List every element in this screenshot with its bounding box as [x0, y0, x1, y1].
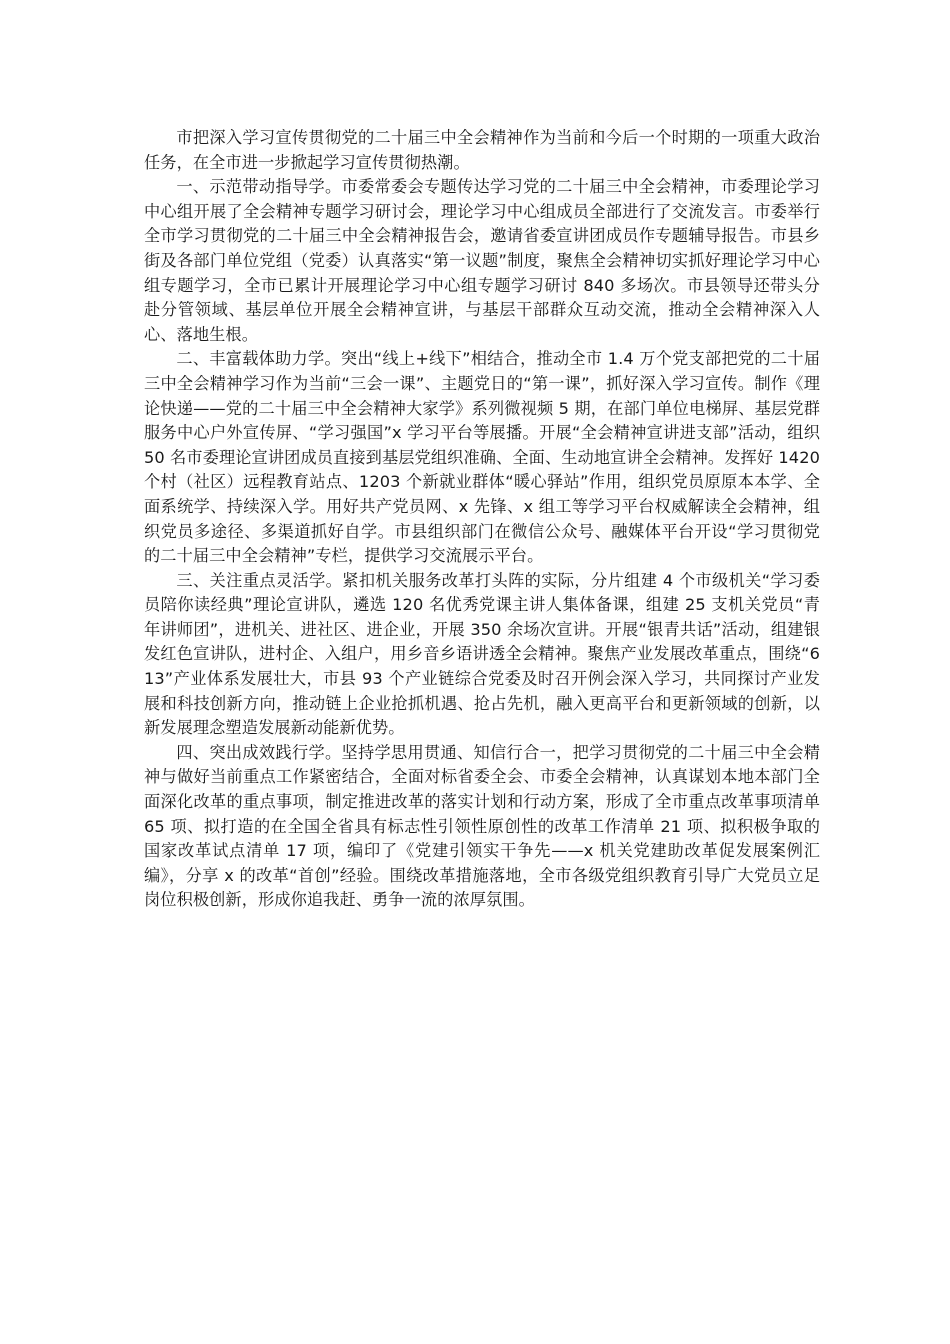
document-body — [144, 126, 820, 913]
section-3-paragraph: 三、关注重点灵活学。紧扣机关服务改革打头阵的实际，分片组建 4 个市级机关“学习委员陪你读经典”理论宣讲队，遴选 120 名优秀党课主讲人集体备课，组建 25 支机关党员“青年讲师团”，进机关、进社区、进企业，开展 350 余场次宣讲。开展“银青共话”活动，组建银发红色宣讲队，进村企、入组户，用乡音乡语讲透全会精神。聚焦产业发展改革重点，围绕“613”产业体系发展壮大，市县 93 个产业链综合党委及时召开例会深入学习，共同探讨产业发展和科技创新方向，推动链上企业抢抓机遇、抢占先机，融入更高平台和更新领域的创新，以新发展理念塑造发展新动能新优势。 — [144, 570, 820, 738]
section-4-paragraph: 四、突出成效践行学。坚持学思用贯通、知信行合一，把学习贯彻党的二十届三中全会精神与做好当前重点工作紧密结合，全面对标省委全会、市委全会精神，认真谋划本地本部门全面深化改革的重点事项，制定推进改革的落实计划和行动方案，形成了全市重点改革事项清单 65 项、拟打造的在全国全省具有标志性引领性原创性的改革工作清单 21 项、拟积极争取的国家改革试点清单 17 项，编印了《党建引领实干争先——x 机关党建助改革促发展案例汇编》，分享 x 的改革“首创”经验。围绕改革措施落地，全市各级党组织教育引导广大党员立足岗位积极创新，形成你追我赶、勇争一流的浓厚氛围。 — [144, 742, 820, 910]
section-1-paragraph: 一、示范带动指导学。市委常委会专题传达学习党的二十届三中全会精神，市委理论学习中心组开展了全会精神专题学习研讨会，理论学习中心组成员全部进行了交流发言。市委举行全市学习贯彻党的二十届三中全会精神报告会，邀请省委宣讲团成员作专题辅导报告。市县乡街及各部门单位党组（党委）认真落实“第一议题”制度，聚焦全会精神切实抓好理论学习中心组专题学习，全市已累计开展理论学习中心组专题学习研讨 840 多场次。市县领导还带头分赴分管领域、基层单位开展全会精神宣讲，与基层干部群众互动交流，推动全会精神深入人心、落地生根。 — [144, 177, 820, 344]
intro-paragraph: 市把深入学习宣传贯彻党的二十届三中全会精神作为当前和今后一个时期的一项重大政治任务，在全市进一步掀起学习宣传贯彻热潮。 — [144, 128, 820, 172]
section-2-paragraph: 二、丰富载体助力学。突出“线上+线下”相结合，推动全市 1.4 万个党支部把党的二十届三中全会精神学习作为当前“三会一课”、主题党日的“第一课”，抓好深入学习宣传。制作《理论快递——党的二十届三中全会精神大家学》系列微视频 5 期，在部门单位电梯屏、基层党群服务中心户外宣传屏、“学习强国”x 学习平台等展播。开展“全会精神宣讲进支部”活动，组织 50 名市委理论宣讲团成员直接到基层党组织准确、全面、生动地宣讲全会精神。发挥好 1420 个村（社区）远程教育站点、1203 个新就业群体“暖心驿站”作用，组织党员原原本本学、全面系统学、持续深入学。用好共产党员网、x 先锋、x 组工等学习平台权威解读全会精神，组织党员多途径、多渠道抓好自学。市县组织部门在微信公众号、融媒体平台开设“学习贯彻党的二十届三中全会精神”专栏，提供学习交流展示平台。 — [144, 349, 820, 566]
